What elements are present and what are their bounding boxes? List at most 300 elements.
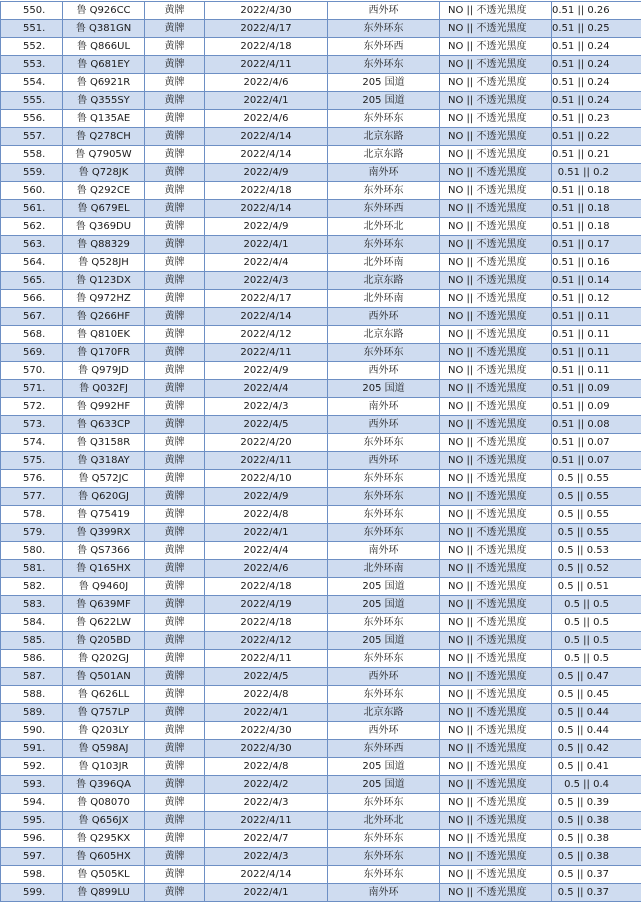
plate-color-cell: 黄牌 xyxy=(145,848,205,866)
plate-color-cell: 黄牌 xyxy=(145,632,205,650)
test-result-cell: NO || 不透光黑度 xyxy=(440,542,552,560)
road-name-cell: 东外环东 xyxy=(328,344,440,362)
results-sheet xyxy=(0,1,641,902)
row-number-cell: 594. xyxy=(1,794,63,812)
table-row xyxy=(1,146,641,164)
plate-color-cell: 黄牌 xyxy=(145,722,205,740)
road-name-cell: 北京东路 xyxy=(328,128,440,146)
table-row xyxy=(1,452,641,470)
test-result-cell: NO || 不透光黑度 xyxy=(440,704,552,722)
measured-value-cell: 0.5 || 0.55 xyxy=(552,506,641,524)
row-number-cell: 553. xyxy=(1,56,63,74)
road-name-cell: 北外环南 xyxy=(328,560,440,578)
row-number-cell: 569. xyxy=(1,344,63,362)
measured-value-cell: 0.51 || 0.23 xyxy=(552,110,641,128)
plate-color-cell: 黄牌 xyxy=(145,398,205,416)
check-date-cell: 2022/4/3 xyxy=(205,398,328,416)
row-number-cell: 559. xyxy=(1,164,63,182)
plate-number-cell: 鲁 Q899LU xyxy=(63,884,145,902)
row-number-cell: 597. xyxy=(1,848,63,866)
check-date-cell: 2022/4/17 xyxy=(205,20,328,38)
check-date-cell: 2022/4/14 xyxy=(205,308,328,326)
measured-value-cell: 0.5 || 0.38 xyxy=(552,812,641,830)
row-number-cell: 587. xyxy=(1,668,63,686)
test-result-cell: NO || 不透光黑度 xyxy=(440,506,552,524)
plate-number-cell: 鲁 Q032FJ xyxy=(63,380,145,398)
table-row xyxy=(1,74,641,92)
check-date-cell: 2022/4/9 xyxy=(205,488,328,506)
table-row xyxy=(1,434,641,452)
plate-color-cell: 黄牌 xyxy=(145,254,205,272)
check-date-cell: 2022/4/4 xyxy=(205,380,328,398)
row-number-cell: 592. xyxy=(1,758,63,776)
check-date-cell: 2022/4/12 xyxy=(205,632,328,650)
measured-value-cell: 0.51 || 0.09 xyxy=(552,380,641,398)
test-result-cell: NO || 不透光黑度 xyxy=(440,92,552,110)
row-number-cell: 581. xyxy=(1,560,63,578)
row-number-cell: 562. xyxy=(1,218,63,236)
measured-value-cell: 0.51 || 0.22 xyxy=(552,128,641,146)
table-body xyxy=(1,2,641,902)
plate-number-cell: 鲁 Q6921R xyxy=(63,74,145,92)
row-number-cell: 554. xyxy=(1,74,63,92)
plate-number-cell: 鲁 Q656JX xyxy=(63,812,145,830)
plate-color-cell: 黄牌 xyxy=(145,650,205,668)
check-date-cell: 2022/4/3 xyxy=(205,794,328,812)
measured-value-cell: 0.51 || 0.24 xyxy=(552,74,641,92)
test-result-cell: NO || 不透光黑度 xyxy=(440,470,552,488)
measured-value-cell: 0.5 || 0.55 xyxy=(552,524,641,542)
check-date-cell: 2022/4/14 xyxy=(205,128,328,146)
test-result-cell: NO || 不透光黑度 xyxy=(440,866,552,884)
row-number-cell: 567. xyxy=(1,308,63,326)
table-row xyxy=(1,848,641,866)
table-row xyxy=(1,272,641,290)
table-row xyxy=(1,578,641,596)
measured-value-cell: 0.51 || 0.26 xyxy=(552,2,641,20)
plate-number-cell: 鲁 Q620GJ xyxy=(63,488,145,506)
measured-value-cell: 0.5 || 0.45 xyxy=(552,686,641,704)
test-result-cell: NO || 不透光黑度 xyxy=(440,434,552,452)
vehicle-emission-table xyxy=(0,1,641,902)
table-row xyxy=(1,614,641,632)
plate-number-cell: 鲁 Q399RX xyxy=(63,524,145,542)
plate-color-cell: 黄牌 xyxy=(145,164,205,182)
row-number-cell: 585. xyxy=(1,632,63,650)
road-name-cell: 东外环东 xyxy=(328,470,440,488)
row-number-cell: 577. xyxy=(1,488,63,506)
check-date-cell: 2022/4/1 xyxy=(205,236,328,254)
table-row xyxy=(1,110,641,128)
measured-value-cell: 0.5 || 0.53 xyxy=(552,542,641,560)
measured-value-cell: 0.51 || 0.25 xyxy=(552,20,641,38)
check-date-cell: 2022/4/3 xyxy=(205,272,328,290)
plate-number-cell: 鲁 Q598AJ xyxy=(63,740,145,758)
table-row xyxy=(1,650,641,668)
plate-color-cell: 黄牌 xyxy=(145,326,205,344)
road-name-cell: 205 国道 xyxy=(328,380,440,398)
check-date-cell: 2022/4/6 xyxy=(205,560,328,578)
test-result-cell: NO || 不透光黑度 xyxy=(440,884,552,902)
measured-value-cell: 0.51 || 0.21 xyxy=(552,146,641,164)
check-date-cell: 2022/4/12 xyxy=(205,326,328,344)
road-name-cell: 南外环 xyxy=(328,398,440,416)
road-name-cell: 北外环南 xyxy=(328,290,440,308)
measured-value-cell: 0.5 || 0.42 xyxy=(552,740,641,758)
plate-number-cell: 鲁 Q505KL xyxy=(63,866,145,884)
check-date-cell: 2022/4/8 xyxy=(205,686,328,704)
table-row xyxy=(1,524,641,542)
plate-color-cell: 黄牌 xyxy=(145,560,205,578)
measured-value-cell: 0.5 || 0.37 xyxy=(552,866,641,884)
test-result-cell: NO || 不透光黑度 xyxy=(440,254,552,272)
row-number-cell: 557. xyxy=(1,128,63,146)
measured-value-cell: 0.51 || 0.08 xyxy=(552,416,641,434)
row-number-cell: 566. xyxy=(1,290,63,308)
plate-number-cell: 鲁 Q278CH xyxy=(63,128,145,146)
check-date-cell: 2022/4/9 xyxy=(205,164,328,182)
plate-color-cell: 黄牌 xyxy=(145,182,205,200)
plate-number-cell: 鲁 Q639MF xyxy=(63,596,145,614)
check-date-cell: 2022/4/6 xyxy=(205,110,328,128)
measured-value-cell: 0.51 || 0.17 xyxy=(552,236,641,254)
road-name-cell: 南外环 xyxy=(328,884,440,902)
row-number-cell: 576. xyxy=(1,470,63,488)
table-row xyxy=(1,128,641,146)
measured-value-cell: 0.51 || 0.24 xyxy=(552,38,641,56)
road-name-cell: 东外环东 xyxy=(328,524,440,542)
plate-number-cell: 鲁 Q501AN xyxy=(63,668,145,686)
plate-color-cell: 黄牌 xyxy=(145,74,205,92)
road-name-cell: 205 国道 xyxy=(328,596,440,614)
plate-number-cell: 鲁 Q3158R xyxy=(63,434,145,452)
table-row xyxy=(1,758,641,776)
test-result-cell: NO || 不透光黑度 xyxy=(440,146,552,164)
test-result-cell: NO || 不透光黑度 xyxy=(440,218,552,236)
check-date-cell: 2022/4/30 xyxy=(205,2,328,20)
row-number-cell: 558. xyxy=(1,146,63,164)
table-row xyxy=(1,506,641,524)
measured-value-cell: 0.5 || 0.51 xyxy=(552,578,641,596)
measured-value-cell: 0.51 || 0.16 xyxy=(552,254,641,272)
row-number-cell: 568. xyxy=(1,326,63,344)
plate-color-cell: 黄牌 xyxy=(145,20,205,38)
row-number-cell: 595. xyxy=(1,812,63,830)
plate-number-cell: 鲁 Q355SY xyxy=(63,92,145,110)
road-name-cell: 东外环东 xyxy=(328,434,440,452)
table-row xyxy=(1,794,641,812)
plate-number-cell: 鲁 Q605HX xyxy=(63,848,145,866)
road-name-cell: 西外环 xyxy=(328,2,440,20)
plate-color-cell: 黄牌 xyxy=(145,362,205,380)
plate-color-cell: 黄牌 xyxy=(145,740,205,758)
test-result-cell: NO || 不透光黑度 xyxy=(440,398,552,416)
plate-number-cell: 鲁 Q75419 xyxy=(63,506,145,524)
table-row xyxy=(1,740,641,758)
measured-value-cell: 0.51 || 0.09 xyxy=(552,398,641,416)
table-row xyxy=(1,866,641,884)
test-result-cell: NO || 不透光黑度 xyxy=(440,416,552,434)
plate-number-cell: 鲁 Q572JC xyxy=(63,470,145,488)
table-row xyxy=(1,2,641,20)
measured-value-cell: 0.5 || 0.55 xyxy=(552,488,641,506)
plate-number-cell: 鲁 Q103JR xyxy=(63,758,145,776)
check-date-cell: 2022/4/8 xyxy=(205,758,328,776)
table-row xyxy=(1,722,641,740)
row-number-cell: 586. xyxy=(1,650,63,668)
measured-value-cell: 0.5 || 0.38 xyxy=(552,848,641,866)
plate-number-cell: 鲁 Q757LP xyxy=(63,704,145,722)
check-date-cell: 2022/4/5 xyxy=(205,668,328,686)
plate-number-cell: 鲁 Q992HF xyxy=(63,398,145,416)
check-date-cell: 2022/4/10 xyxy=(205,470,328,488)
plate-color-cell: 黄牌 xyxy=(145,452,205,470)
table-row xyxy=(1,668,641,686)
measured-value-cell: 0.51 || 0.24 xyxy=(552,92,641,110)
measured-value-cell: 0.51 || 0.07 xyxy=(552,434,641,452)
row-number-cell: 599. xyxy=(1,884,63,902)
test-result-cell: NO || 不透光黑度 xyxy=(440,830,552,848)
plate-color-cell: 黄牌 xyxy=(145,488,205,506)
table-row xyxy=(1,470,641,488)
plate-number-cell: 鲁 Q203LY xyxy=(63,722,145,740)
table-row xyxy=(1,686,641,704)
plate-number-cell: 鲁 Q979JD xyxy=(63,362,145,380)
road-name-cell: 北京东路 xyxy=(328,326,440,344)
test-result-cell: NO || 不透光黑度 xyxy=(440,110,552,128)
measured-value-cell: 0.51 || 0.12 xyxy=(552,290,641,308)
test-result-cell: NO || 不透光黑度 xyxy=(440,560,552,578)
test-result-cell: NO || 不透光黑度 xyxy=(440,578,552,596)
table-row xyxy=(1,254,641,272)
plate-number-cell: 鲁 Q292CE xyxy=(63,182,145,200)
check-date-cell: 2022/4/6 xyxy=(205,74,328,92)
test-result-cell: NO || 不透光黑度 xyxy=(440,290,552,308)
test-result-cell: NO || 不透光黑度 xyxy=(440,380,552,398)
test-result-cell: NO || 不透光黑度 xyxy=(440,38,552,56)
plate-color-cell: 黄牌 xyxy=(145,416,205,434)
road-name-cell: 东外环西 xyxy=(328,200,440,218)
test-result-cell: NO || 不透光黑度 xyxy=(440,308,552,326)
plate-color-cell: 黄牌 xyxy=(145,758,205,776)
check-date-cell: 2022/4/11 xyxy=(205,344,328,362)
check-date-cell: 2022/4/1 xyxy=(205,92,328,110)
table-row xyxy=(1,20,641,38)
road-name-cell: 东外环东 xyxy=(328,506,440,524)
plate-color-cell: 黄牌 xyxy=(145,812,205,830)
plate-number-cell: 鲁 Q396QA xyxy=(63,776,145,794)
check-date-cell: 2022/4/11 xyxy=(205,650,328,668)
road-name-cell: 东外环东 xyxy=(328,236,440,254)
row-number-cell: 591. xyxy=(1,740,63,758)
check-date-cell: 2022/4/17 xyxy=(205,290,328,308)
test-result-cell: NO || 不透光黑度 xyxy=(440,20,552,38)
check-date-cell: 2022/4/30 xyxy=(205,722,328,740)
road-name-cell: 西外环 xyxy=(328,722,440,740)
road-name-cell: 西外环 xyxy=(328,362,440,380)
test-result-cell: NO || 不透光黑度 xyxy=(440,848,552,866)
plate-number-cell: 鲁 Q679EL xyxy=(63,200,145,218)
test-result-cell: NO || 不透光黑度 xyxy=(440,614,552,632)
table-row xyxy=(1,218,641,236)
plate-number-cell: 鲁 Q202GJ xyxy=(63,650,145,668)
row-number-cell: 571. xyxy=(1,380,63,398)
plate-color-cell: 黄牌 xyxy=(145,272,205,290)
table-row xyxy=(1,164,641,182)
plate-number-cell: 鲁 Q318AY xyxy=(63,452,145,470)
test-result-cell: NO || 不透光黑度 xyxy=(440,596,552,614)
plate-color-cell: 黄牌 xyxy=(145,308,205,326)
plate-number-cell: 鲁 Q926CC xyxy=(63,2,145,20)
measured-value-cell: 0.5 || 0.5 xyxy=(552,632,641,650)
road-name-cell: 东外环东 xyxy=(328,182,440,200)
table-row xyxy=(1,236,641,254)
road-name-cell: 东外环东 xyxy=(328,866,440,884)
road-name-cell: 北外环北 xyxy=(328,218,440,236)
measured-value-cell: 0.5 || 0.37 xyxy=(552,884,641,902)
road-name-cell: 东外环东 xyxy=(328,614,440,632)
measured-value-cell: 0.5 || 0.5 xyxy=(552,614,641,632)
test-result-cell: NO || 不透光黑度 xyxy=(440,2,552,20)
test-result-cell: NO || 不透光黑度 xyxy=(440,236,552,254)
table-row xyxy=(1,812,641,830)
row-number-cell: 565. xyxy=(1,272,63,290)
row-number-cell: 551. xyxy=(1,20,63,38)
test-result-cell: NO || 不透光黑度 xyxy=(440,794,552,812)
table-row xyxy=(1,380,641,398)
test-result-cell: NO || 不透光黑度 xyxy=(440,74,552,92)
plate-color-cell: 黄牌 xyxy=(145,110,205,128)
test-result-cell: NO || 不透光黑度 xyxy=(440,128,552,146)
row-number-cell: 583. xyxy=(1,596,63,614)
test-result-cell: NO || 不透光黑度 xyxy=(440,326,552,344)
row-number-cell: 578. xyxy=(1,506,63,524)
measured-value-cell: 0.5 || 0.39 xyxy=(552,794,641,812)
table-row xyxy=(1,182,641,200)
row-number-cell: 575. xyxy=(1,452,63,470)
check-date-cell: 2022/4/1 xyxy=(205,704,328,722)
check-date-cell: 2022/4/1 xyxy=(205,884,328,902)
row-number-cell: 596. xyxy=(1,830,63,848)
check-date-cell: 2022/4/8 xyxy=(205,506,328,524)
test-result-cell: NO || 不透光黑度 xyxy=(440,182,552,200)
measured-value-cell: 0.5 || 0.5 xyxy=(552,596,641,614)
check-date-cell: 2022/4/30 xyxy=(205,740,328,758)
table-row xyxy=(1,542,641,560)
table-row xyxy=(1,200,641,218)
check-date-cell: 2022/4/4 xyxy=(205,254,328,272)
table-row xyxy=(1,38,641,56)
check-date-cell: 2022/4/5 xyxy=(205,416,328,434)
row-number-cell: 588. xyxy=(1,686,63,704)
test-result-cell: NO || 不透光黑度 xyxy=(440,758,552,776)
road-name-cell: 西外环 xyxy=(328,416,440,434)
check-date-cell: 2022/4/9 xyxy=(205,362,328,380)
table-row xyxy=(1,830,641,848)
test-result-cell: NO || 不透光黑度 xyxy=(440,56,552,74)
measured-value-cell: 0.5 || 0.55 xyxy=(552,470,641,488)
measured-value-cell: 0.51 || 0.18 xyxy=(552,218,641,236)
row-number-cell: 552. xyxy=(1,38,63,56)
plate-number-cell: 鲁 Q728JK xyxy=(63,164,145,182)
test-result-cell: NO || 不透光黑度 xyxy=(440,524,552,542)
table-row xyxy=(1,416,641,434)
plate-number-cell: 鲁 QS7366 xyxy=(63,542,145,560)
check-date-cell: 2022/4/2 xyxy=(205,776,328,794)
plate-number-cell: 鲁 Q810EK xyxy=(63,326,145,344)
measured-value-cell: 0.5 || 0.44 xyxy=(552,722,641,740)
road-name-cell: 东外环东 xyxy=(328,488,440,506)
row-number-cell: 564. xyxy=(1,254,63,272)
row-number-cell: 574. xyxy=(1,434,63,452)
road-name-cell: 南外环 xyxy=(328,164,440,182)
road-name-cell: 205 国道 xyxy=(328,632,440,650)
measured-value-cell: 0.5 || 0.4 xyxy=(552,776,641,794)
plate-number-cell: 鲁 Q381GN xyxy=(63,20,145,38)
road-name-cell: 东外环东 xyxy=(328,830,440,848)
measured-value-cell: 0.5 || 0.38 xyxy=(552,830,641,848)
measured-value-cell: 0.51 || 0.11 xyxy=(552,326,641,344)
plate-color-cell: 黄牌 xyxy=(145,686,205,704)
road-name-cell: 205 国道 xyxy=(328,578,440,596)
table-row xyxy=(1,290,641,308)
table-row xyxy=(1,56,641,74)
check-date-cell: 2022/4/11 xyxy=(205,812,328,830)
check-date-cell: 2022/4/1 xyxy=(205,524,328,542)
check-date-cell: 2022/4/9 xyxy=(205,218,328,236)
table-row xyxy=(1,308,641,326)
plate-color-cell: 黄牌 xyxy=(145,668,205,686)
plate-color-cell: 黄牌 xyxy=(145,380,205,398)
row-number-cell: 550. xyxy=(1,2,63,20)
plate-number-cell: 鲁 Q528JH xyxy=(63,254,145,272)
road-name-cell: 205 国道 xyxy=(328,758,440,776)
check-date-cell: 2022/4/19 xyxy=(205,596,328,614)
plate-color-cell: 黄牌 xyxy=(145,38,205,56)
row-number-cell: 598. xyxy=(1,866,63,884)
row-number-cell: 572. xyxy=(1,398,63,416)
road-name-cell: 北外环北 xyxy=(328,812,440,830)
measured-value-cell: 0.51 || 0.11 xyxy=(552,362,641,380)
road-name-cell: 北外环南 xyxy=(328,254,440,272)
check-date-cell: 2022/4/3 xyxy=(205,848,328,866)
measured-value-cell: 0.51 || 0.24 xyxy=(552,56,641,74)
row-number-cell: 582. xyxy=(1,578,63,596)
road-name-cell: 西外环 xyxy=(328,452,440,470)
measured-value-cell: 0.5 || 0.47 xyxy=(552,668,641,686)
row-number-cell: 593. xyxy=(1,776,63,794)
road-name-cell: 东外环东 xyxy=(328,794,440,812)
plate-number-cell: 鲁 Q266HF xyxy=(63,308,145,326)
table-row xyxy=(1,398,641,416)
test-result-cell: NO || 不透光黑度 xyxy=(440,272,552,290)
road-name-cell: 东外环东 xyxy=(328,650,440,668)
row-number-cell: 580. xyxy=(1,542,63,560)
measured-value-cell: 0.5 || 0.52 xyxy=(552,560,641,578)
plate-color-cell: 黄牌 xyxy=(145,92,205,110)
table-row xyxy=(1,488,641,506)
test-result-cell: NO || 不透光黑度 xyxy=(440,722,552,740)
plate-number-cell: 鲁 Q170FR xyxy=(63,344,145,362)
table-row xyxy=(1,326,641,344)
measured-value-cell: 0.51 || 0.18 xyxy=(552,182,641,200)
check-date-cell: 2022/4/4 xyxy=(205,542,328,560)
table-row xyxy=(1,884,641,902)
road-name-cell: 东外环西 xyxy=(328,740,440,758)
road-name-cell: 东外环东 xyxy=(328,110,440,128)
test-result-cell: NO || 不透光黑度 xyxy=(440,686,552,704)
table-row xyxy=(1,560,641,578)
